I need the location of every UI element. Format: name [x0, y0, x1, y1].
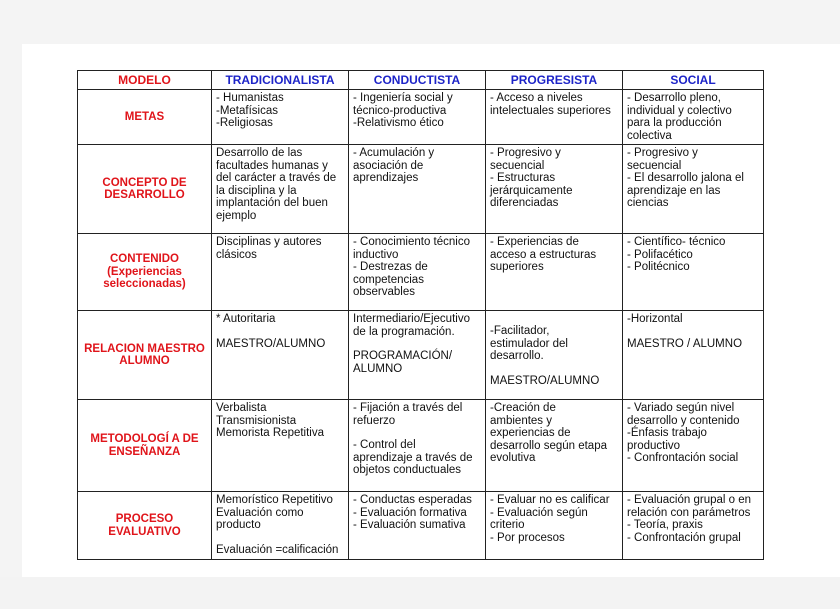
cell-social: [623, 311, 764, 400]
cell-line: relación con parámetros: [627, 506, 751, 519]
table-body: [78, 90, 764, 560]
cell-line: - Evaluación según: [490, 506, 588, 519]
cell-line: - Destrezas de: [353, 261, 428, 273]
cell-line: - Evaluación formativa: [353, 506, 467, 519]
cell-progresista: [486, 311, 623, 400]
cell-line: - Teoría, praxis: [627, 519, 703, 531]
cell-tradicionalista: [212, 492, 349, 560]
row-label-line: PROCESO: [115, 513, 174, 525]
cell-line: técnico-productiva: [353, 104, 447, 117]
cell-line: -Énfasis trabajo: [627, 427, 707, 439]
row-label-line: EVALUATIVO: [108, 525, 181, 538]
row-label: [78, 492, 212, 560]
header-progresista: PROGRESISTA: [486, 71, 623, 90]
cell-social: [623, 492, 764, 560]
cell-line: * Autoritaria: [216, 313, 276, 325]
cell-line: - Evaluar no es calificar: [490, 494, 610, 506]
cell-line: Memorista Repetitiva: [216, 427, 325, 439]
row-label-line: RELACION MAESTRO: [84, 342, 205, 355]
table-row: [78, 234, 764, 311]
header-modelo: MODELO: [78, 71, 212, 90]
cell-line: asociación de: [353, 159, 424, 172]
row-label-line: ENSEÑANZA: [108, 445, 181, 458]
cell-line: ambientes y: [490, 414, 553, 427]
cell-line: objetos conductuales: [353, 464, 462, 476]
cell-conductista: [349, 145, 486, 234]
line-gap: [353, 338, 481, 350]
cell-line: - Control del: [353, 439, 416, 451]
cell-line: facultades humanas y: [216, 159, 328, 172]
row-label: [78, 311, 212, 400]
cell-line: para la producción: [627, 117, 722, 129]
cell-line: jerárquicamente: [490, 184, 573, 197]
cell-line: criterio: [490, 519, 525, 531]
cell-progresista: [486, 145, 623, 234]
cell-line: - Polifacético: [627, 248, 693, 261]
cell-line: experiencias de: [490, 427, 571, 439]
cell-line: -Horizontal: [627, 313, 683, 325]
cell-line: ALUMNO: [353, 362, 403, 375]
cell-line: implantación del buen: [216, 197, 328, 209]
table-row: [78, 145, 764, 234]
cell-line: inductivo: [353, 248, 399, 261]
header-tradicionalista: TRADICIONALISTA: [212, 71, 349, 90]
cell-line: secuencial: [627, 159, 682, 172]
cell-line: intelectuales superiores: [490, 104, 611, 117]
cell-line: - Progresivo y: [627, 147, 698, 159]
cell-line: ciencias: [627, 197, 669, 209]
cell-line: MAESTRO/ALUMNO: [216, 337, 326, 350]
cell-line: - Confrontación grupal: [627, 531, 741, 544]
cell-tradicionalista: [212, 234, 349, 311]
cell-line: individual y colectivo: [627, 104, 732, 117]
cell-line: - Confrontación social: [627, 452, 739, 464]
cell-line: competencias: [353, 273, 424, 286]
cell-conductista: [349, 234, 486, 311]
cell-line: - Evaluación sumativa: [353, 519, 466, 531]
cell-line: acceso a estructuras: [490, 248, 597, 261]
cell-line: Evaluación =calificación: [216, 543, 339, 556]
cell-line: diferenciadas: [490, 197, 559, 209]
cell-social: [623, 145, 764, 234]
header-social: SOCIAL: [623, 71, 764, 90]
row-label: [78, 400, 212, 492]
cell-conductista: [349, 311, 486, 400]
cell-line: observables: [353, 286, 416, 298]
cell-line: - Acumulación y: [353, 147, 435, 159]
line-gap: [216, 532, 344, 544]
cell-line: desarrollo.: [490, 350, 544, 362]
cell-line: de la programación.: [353, 325, 455, 338]
cell-tradicionalista: [212, 145, 349, 234]
cell-social: [623, 234, 764, 311]
cell-tradicionalista: [212, 311, 349, 400]
table-row: [78, 90, 764, 145]
cell-line: - Conductas esperadas: [353, 494, 472, 506]
cell-line: aprendizaje en las: [627, 184, 721, 197]
header-conductista: CONDUCTISTA: [349, 71, 486, 90]
cell-line: secuencial: [490, 159, 545, 172]
bottom-strip: [0, 577, 840, 609]
cell-line: - Acceso a niveles: [490, 92, 583, 104]
row-label: [78, 145, 212, 234]
cell-line: estimulador del: [490, 337, 568, 350]
row-label-line: DESARROLLO: [104, 189, 185, 201]
cell-line: -Relativismo ético: [353, 117, 444, 129]
cell-line: desarrollo según etapa: [490, 439, 607, 452]
cell-line: clásicos: [216, 248, 257, 261]
cell-conductista: [349, 492, 486, 560]
cell-line: colectiva: [627, 129, 672, 142]
row-label-line: METAS: [124, 110, 165, 123]
row-label-line: CONCEPTO DE: [102, 176, 187, 189]
cell-line: - Fijación a través del: [353, 402, 463, 414]
cell-line: desarrollo y contenido: [627, 414, 740, 427]
cell-tradicionalista: [212, 400, 349, 492]
row-label: [78, 90, 212, 145]
cell-line: - Variado según nivel: [627, 402, 735, 414]
cell-line: la disciplina y la: [216, 184, 297, 197]
cell-line: - Politécnico: [627, 261, 690, 273]
cell-progresista: [486, 400, 623, 492]
cell-line: Evaluación como: [216, 506, 304, 519]
cell-conductista: [349, 400, 486, 492]
cell-social: [623, 90, 764, 145]
cell-line: aprendizaje a través de: [353, 451, 473, 464]
header-row: [78, 71, 764, 90]
cell-line: ejemplo: [216, 209, 257, 222]
row-label-line: ALUMNO: [119, 355, 170, 367]
table-row: [78, 400, 764, 492]
cell-line: - Experiencias de: [490, 236, 579, 248]
line-gap: [353, 427, 481, 439]
cell-line: -Facilitador,: [490, 325, 550, 337]
row-label-line: CONTENIDO: [110, 253, 179, 266]
cell-line: aprendizajes: [353, 172, 419, 184]
cell-line: - Humanistas: [216, 92, 284, 104]
line-gap: [627, 326, 759, 338]
cell-line: -Metafísicas: [216, 104, 278, 117]
row-label-line: METODOLOGÍ A DE: [90, 433, 199, 445]
cell-line: -Creación de: [490, 402, 556, 414]
cell-line: Transmisionista: [216, 414, 297, 427]
line-gap: [216, 326, 344, 338]
cell-line: - Evaluación grupal o en: [627, 494, 752, 506]
cell-progresista: [486, 492, 623, 560]
cell-line: producto: [216, 519, 261, 531]
cell-line: del carácter a través de: [216, 172, 337, 184]
cell-line: - Desarrollo pleno,: [627, 92, 721, 104]
line-gap: [490, 363, 618, 375]
cell-line: - Científico- técnico: [627, 236, 726, 248]
cell-line: Desarrollo de las: [216, 147, 303, 159]
cell-line: - Estructuras: [490, 172, 556, 184]
table-row: [78, 492, 764, 560]
cell-line: refuerzo: [353, 414, 396, 427]
row-label-line: seleccionadas): [103, 278, 186, 291]
cell-line: MAESTRO/ALUMNO: [490, 374, 600, 387]
cell-line: - El desarrollo jalona el: [627, 172, 744, 184]
cell-line: - Progresivo y: [490, 147, 561, 159]
line-gap: [490, 313, 618, 325]
cell-line: MAESTRO / ALUMNO: [627, 337, 743, 350]
cell-conductista: [349, 90, 486, 145]
table-row: [78, 311, 764, 400]
cell-line: PROGRAMACIÓN/: [353, 350, 453, 362]
models-comparison-table: [77, 70, 764, 560]
cell-line: -Religiosas: [216, 117, 273, 129]
cell-line: Memorístico Repetitivo: [216, 494, 333, 506]
cell-line: - Por procesos: [490, 531, 565, 544]
row-label: [78, 234, 212, 311]
row-label-line: (Experiencias: [107, 265, 182, 278]
cell-social: [623, 400, 764, 492]
cell-line: evolutiva: [490, 452, 536, 464]
cell-tradicionalista: [212, 90, 349, 145]
cell-line: - Ingeniería social y: [353, 92, 453, 104]
cell-line: - Conocimiento técnico: [353, 236, 470, 248]
cell-line: Verbalista: [216, 402, 267, 414]
cell-line: productivo: [627, 439, 681, 452]
cell-line: superiores: [490, 261, 544, 273]
cell-progresista: [486, 234, 623, 311]
cell-progresista: [486, 90, 623, 145]
cell-line: Intermediario/Ejecutivo: [353, 313, 470, 325]
cell-line: Disciplinas y autores: [216, 236, 322, 248]
